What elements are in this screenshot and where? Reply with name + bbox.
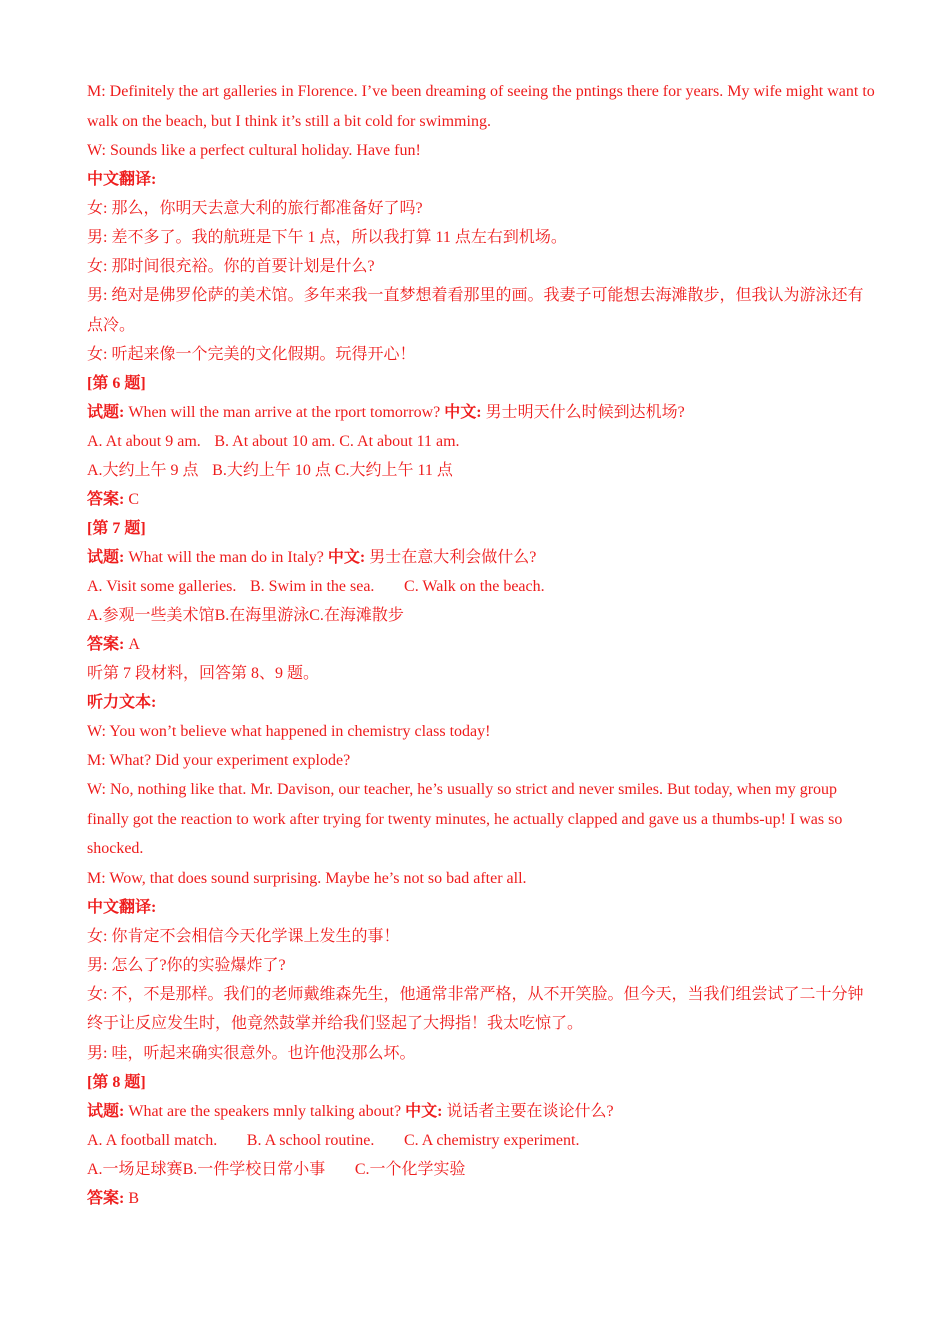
translation-line: 男: 哇，听起来确实很意外。也许他没那么坏。	[87, 1044, 416, 1062]
option-c: C. Walk on the beach.	[404, 578, 545, 595]
translation-line: 女: 那么，你明天去意大利的旅行都准备好了吗?	[87, 200, 423, 217]
section-intro: 听第 7 段材料，回答第 8、9 题。	[87, 665, 320, 682]
dialog-line: W: Sounds like a perfect cultural holiday. Have fun!	[87, 142, 421, 159]
question-number: [第 8 题]	[87, 1073, 146, 1091]
dialog-line: M: What? Did your experiment explode?	[87, 752, 351, 769]
answer-line	[87, 630, 877, 659]
options-en	[87, 427, 877, 456]
section-heading: 听力文本:	[87, 694, 157, 711]
dialog-line: W: You won’t believe what happened in chemistry class today!	[87, 723, 491, 740]
question-text-cn: 男士在意大利会做什么?	[369, 549, 537, 566]
answer-label: 答案:	[87, 1189, 125, 1207]
option-c-cn: C.一个化学实验	[354, 1160, 466, 1178]
translation-line: 女: 那时间很充裕。你的首要计划是什么?	[87, 258, 375, 275]
option-b-cn: B.大约上午 10 点	[212, 462, 331, 479]
question-text: When will the man arrive at the rport tomorrow?	[128, 404, 441, 421]
options-cn	[87, 1155, 877, 1184]
translation-line: 男: 怎么了?你的实验爆炸了?	[87, 956, 286, 974]
chinese-label: 中文:	[405, 1102, 443, 1120]
translation-line: 女: 你肯定不会相信今天化学课上发生的事！	[87, 927, 400, 945]
document-page	[87, 77, 877, 1213]
question-label: 试题:	[87, 1102, 125, 1120]
option-b: B. At about 10 am.	[214, 433, 336, 450]
question-text-cn: 男士明天什么时候到达机场?	[485, 404, 685, 421]
dialog-line: M: Definitely the art galleries in Florence. I’ve been dreaming of seeing the pntings there for years. My wife might want to walk on the beach, but I think it’s still a bit cold for swimming.	[87, 83, 875, 130]
answer-line	[87, 1184, 877, 1213]
option-a: A. Visit some galleries.	[87, 578, 237, 595]
translation-line: 男: 差不多了。我的航班是下午 1 点，所以我打算 11 点左右到机场。	[87, 229, 567, 246]
dialog-line: W: No, nothing like that. Mr. Davison, our teacher, he’s usually so strict and never smiles. But today, when my group finally got the reaction to work after trying for twenty minutes, he actually clapped and gave us a thumbs-up! I was so shocked.	[87, 781, 843, 857]
translation-line: 女: 不，不是那样。我们的老师戴维森先生，他通常非常严格，从不开笑脸。但今天，当我们组尝试了二十分钟终于让反应发生时，他竟然鼓掌并给我们竖起了大拇指！我太吃惊了。	[87, 985, 864, 1032]
dialog-line: M: Wow, that does sound surprising. Maybe he’s not so bad after all.	[87, 869, 527, 887]
option-a-cn: A.参观一些美术馆	[87, 607, 215, 624]
option-a: A. A football match.	[87, 1131, 218, 1149]
question-label: 试题:	[87, 404, 125, 421]
question-text: What are the speakers mnly talking about?	[128, 1102, 402, 1120]
option-b: B. Swim in the sea.	[249, 578, 375, 595]
options-en	[87, 1126, 877, 1155]
question-number: [第 7 题]	[87, 520, 146, 537]
option-a: A. At about 9 am.	[87, 433, 201, 450]
options-cn	[87, 601, 877, 630]
option-b: B. A school routine.	[246, 1131, 375, 1149]
option-c: C. A chemistry experiment.	[403, 1131, 580, 1149]
translation-line: 女: 听起来像一个完美的文化假期。玩得开心！	[87, 346, 416, 363]
option-c: C. At about 11 am.	[339, 433, 460, 450]
options-cn	[87, 456, 877, 485]
question-text-cn: 说话者主要在谈论什么?	[446, 1102, 614, 1120]
question-line	[87, 543, 877, 572]
answer-value: A	[128, 636, 140, 653]
option-a-cn: A.一场足球赛	[87, 1160, 183, 1178]
question-number: [第 6 题]	[87, 375, 146, 392]
answer-line	[87, 485, 877, 514]
section-heading: 中文翻译:	[87, 171, 157, 188]
option-c-cn: C.大约上午 11 点	[334, 462, 453, 479]
question-line	[87, 398, 877, 427]
option-c-cn: C.在海滩散步	[309, 607, 404, 624]
options-en	[87, 572, 877, 601]
chinese-label: 中文:	[327, 549, 366, 566]
answer-value: B	[128, 1189, 140, 1207]
answer-label: 答案:	[87, 491, 125, 508]
question-line	[87, 1097, 877, 1126]
answer-label: 答案:	[87, 636, 125, 653]
question-text: What will the man do in Italy?	[128, 549, 324, 566]
answer-value: C	[128, 491, 140, 508]
option-b-cn: B.一件学校日常小事	[182, 1160, 326, 1178]
translation-line: 男: 绝对是佛罗伦萨的美术馆。多年来我一直梦想着看那里的画。我妻子可能想去海滩散步，但我认为游泳还有点冷。	[87, 287, 864, 334]
question-label: 试题:	[87, 549, 125, 566]
chinese-label: 中文:	[444, 404, 482, 421]
option-a-cn: A.大约上午 9 点	[87, 462, 199, 479]
option-b-cn: B.在海里游泳	[214, 607, 310, 624]
section-heading: 中文翻译:	[87, 898, 157, 916]
